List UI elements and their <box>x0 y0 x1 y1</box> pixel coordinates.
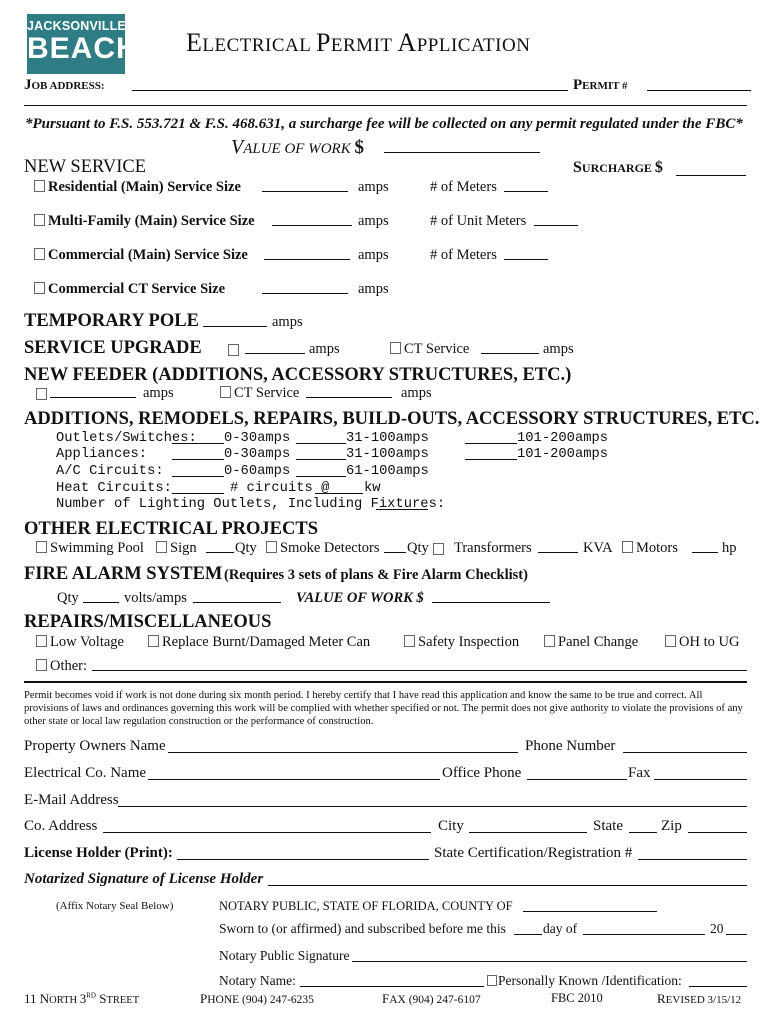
notary-month-field[interactable] <box>583 934 705 935</box>
heat-label: Heat Circuits: <box>56 481 172 496</box>
jacksonville-beach-logo <box>27 14 139 74</box>
repairs-heading: REPAIRS/MISCELLANEOUS <box>24 612 272 632</box>
multifamily-meters-field[interactable] <box>534 225 578 226</box>
service-upgrade-ct-unit: amps <box>543 341 574 357</box>
notary-name-label: Notary Name: <box>219 973 296 988</box>
new-feeder-heading: NEW FEEDER (ADDITIONS, ACCESSORY STRUCTURES, ETC.) <box>24 365 572 385</box>
value-of-work-field[interactable] <box>384 152 540 153</box>
residential-meters-label: # of Meters <box>430 179 497 195</box>
footer-address: 11 NORTH 3RD STREET <box>24 991 140 1006</box>
service-upgrade-ct-field[interactable] <box>481 353 539 354</box>
multifamily-checkbox[interactable] <box>34 214 45 226</box>
temporary-pole-heading: TEMPORARY POLE <box>24 311 199 331</box>
temporary-pole-field[interactable] <box>203 326 267 327</box>
other-field[interactable] <box>92 670 747 671</box>
safety-inspection-checkbox[interactable] <box>404 635 415 647</box>
ac-b: 61-100amps <box>346 464 429 479</box>
permit-number-label: PERMIT # <box>573 77 628 93</box>
appliances-label: Appliances: <box>56 447 148 462</box>
header-divider <box>24 105 747 106</box>
email-field[interactable] <box>118 806 747 807</box>
appliances-a-field[interactable] <box>172 459 224 460</box>
sign-checkbox[interactable] <box>156 541 167 553</box>
kva-unit: KVA <box>583 540 613 556</box>
commercial-ct-unit: amps <box>358 281 389 297</box>
ac-a-field[interactable] <box>172 476 224 477</box>
license-holder-label: License Holder (Print): <box>24 845 173 861</box>
new-feeder-ct-checkbox[interactable] <box>220 386 231 398</box>
notary-signature-field[interactable] <box>352 961 747 962</box>
appliances-a: 0-30amps <box>224 447 291 462</box>
swimming-pool-option: Swimming Pool <box>36 540 144 557</box>
notary-day-of-label: day of <box>543 921 578 936</box>
surcharge-label: SURCHARGE $ <box>573 159 663 176</box>
logo-line1: JACKSONVILLE <box>27 19 126 33</box>
heat-circuits: # circuits @ <box>230 481 330 496</box>
sign-option: Sign <box>156 540 197 557</box>
notary-sworn-label: Sworn to (or affirmed) and subscribed before me this <box>219 921 506 936</box>
other-projects-heading: OTHER ELECTRICAL PROJECTS <box>24 519 319 539</box>
notary-known-checkbox[interactable] <box>487 975 497 986</box>
state-cert-label: State Certification/Registration # <box>434 845 633 861</box>
footer-revised: REVISED 3/15/12 <box>657 991 742 1006</box>
notary-county-label: NOTARY PUBLIC, STATE OF FLORIDA, COUNTY OF <box>219 899 513 913</box>
temporary-pole-unit: amps <box>272 314 303 330</box>
oh-to-ug-checkbox[interactable] <box>665 635 676 647</box>
co-address-field[interactable] <box>103 832 431 833</box>
property-owners-field[interactable] <box>168 752 518 753</box>
notary-county-field[interactable] <box>523 911 657 912</box>
commercial-checkbox[interactable] <box>34 248 45 260</box>
fire-alarm-heading: FIRE ALARM SYSTEM <box>24 564 223 584</box>
outlets-b-field[interactable] <box>296 443 346 444</box>
panel-change-checkbox[interactable] <box>544 635 555 647</box>
phone-number-field[interactable] <box>623 752 747 753</box>
lighting-label: Number of Lighting Outlets, Including Fixtures: <box>56 497 446 512</box>
oh-to-ug-option: OH to UG <box>665 634 739 651</box>
transformers-field[interactable] <box>538 552 578 553</box>
fire-alarm-qty: Qty <box>57 590 79 606</box>
heat-kw: kw <box>364 481 381 496</box>
office-phone-field[interactable] <box>527 779 627 780</box>
hp-unit: hp <box>722 540 737 556</box>
smoke-qty-field[interactable] <box>384 552 406 553</box>
outlets-b: 31-100amps <box>346 431 429 446</box>
fax-label: Fax <box>628 765 651 781</box>
service-upgrade-unit: amps <box>309 341 340 357</box>
residential-unit: amps <box>358 179 389 195</box>
commercial-ct-size-field[interactable] <box>262 293 348 294</box>
multifamily-unit: amps <box>358 213 389 229</box>
lighting-field[interactable] <box>376 509 428 510</box>
notary-year-field[interactable] <box>726 934 747 935</box>
commercial-meters-label: # of Meters <box>430 247 497 263</box>
heat-a-field[interactable] <box>172 493 224 494</box>
appliances-b: 31-100amps <box>346 447 429 462</box>
smoke-detectors-checkbox[interactable] <box>266 541 277 553</box>
service-upgrade-field[interactable] <box>245 353 305 354</box>
city-field[interactable] <box>469 832 587 833</box>
service-upgrade-heading: SERVICE UPGRADE <box>24 338 202 358</box>
phone-number-label: Phone Number <box>525 738 616 754</box>
disclaimer-text: Permit becomes void if work is not done during six month period. I hereby certify that I have read this application and know the same to be true and correct. All provisions of laws and ordinances governing this work will be complied with whether specified or not. The permit does not give authority to violate the provisions of any other state or local law regulation construction or the performance of construction. <box>24 690 743 727</box>
new-feeder-checkbox[interactable] <box>36 388 47 400</box>
state-field[interactable] <box>629 832 657 833</box>
footer-phone: PHONE (904) 247-6235 <box>200 991 314 1006</box>
fire-alarm-value-field[interactable] <box>432 602 550 603</box>
fire-alarm-volts: volts/amps <box>124 590 187 606</box>
property-owners-label: Property Owners Name <box>24 738 166 754</box>
signature-label: Notarized Signature of License Holder <box>24 871 264 887</box>
page-title: ELECTRICAL PERMIT APPLICATION <box>186 28 531 57</box>
smoke-detectors-option: Smoke Detectors <box>266 540 379 557</box>
low-voltage-checkbox[interactable] <box>36 635 47 647</box>
commercial-meters-field[interactable] <box>504 259 548 260</box>
heat-kw-field[interactable] <box>315 493 363 494</box>
service-row-multifamily: Multi-Family (Main) Service Size <box>34 213 255 230</box>
motors-checkbox[interactable] <box>622 541 633 553</box>
service-upgrade-ct: CT Service <box>390 341 469 358</box>
motors-option: Motors <box>622 540 678 557</box>
surcharge-notice: *Pursuant to F.S. 553.721 & F.S. 468.631, a surcharge fee will be collected on any permit regulated under the FBC* <box>25 116 743 132</box>
commercial-ct-checkbox[interactable] <box>34 282 45 294</box>
notary-seal-note: (Affix Notary Seal Below) <box>56 900 174 912</box>
commercial-size-field[interactable] <box>264 259 350 260</box>
outlets-c-field[interactable] <box>465 443 517 444</box>
commercial-unit: amps <box>358 247 389 263</box>
other-option: Other: <box>36 658 87 675</box>
additions-heading: ADDITIONS, REMODELS, REPAIRS, BUILD-OUTS, ACCESSORY STRUCTURES, ETC. <box>24 409 760 429</box>
signature-field[interactable] <box>268 885 747 886</box>
new-feeder-field[interactable] <box>50 397 136 398</box>
ac-label: A/C Circuits: <box>56 464 164 479</box>
multifamily-meters-label: # of Unit Meters <box>430 213 527 229</box>
license-holder-field[interactable] <box>177 859 429 860</box>
motors-field[interactable] <box>692 552 718 553</box>
disclaimer-divider <box>24 681 747 683</box>
residential-meters-field[interactable] <box>504 191 548 192</box>
notary-year-label: 20 <box>710 921 724 936</box>
service-row-commercial: Commercial (Main) Service Size <box>34 247 248 264</box>
transformers-checkbox[interactable] <box>433 543 444 555</box>
notary-day-field[interactable] <box>514 934 542 935</box>
zip-label: Zip <box>661 818 682 834</box>
new-service-heading: NEW SERVICE <box>24 157 147 177</box>
outlets-a-field[interactable] <box>172 443 224 444</box>
job-address-label: JOB ADDRESS: <box>24 77 105 93</box>
service-row-commercial-ct: Commercial CT Service Size <box>34 281 225 298</box>
residential-checkbox[interactable] <box>34 180 45 192</box>
fire-alarm-value-label: VALUE OF WORK $ <box>296 590 424 606</box>
permit-number-field[interactable] <box>647 90 751 91</box>
appliances-c-field[interactable] <box>465 459 517 460</box>
ac-b-field[interactable] <box>296 476 346 477</box>
office-phone-label: Office Phone <box>442 765 522 781</box>
new-feeder-ct: CT Service <box>220 385 299 402</box>
outlets-label: Outlets/Switches: <box>56 431 197 446</box>
transformers-label: Transformers <box>454 540 532 556</box>
new-feeder-ct-field[interactable] <box>306 397 392 398</box>
value-of-work-label: VALUE OF WORK $ <box>231 136 364 158</box>
fax-field[interactable] <box>654 779 747 780</box>
sign-qty-field[interactable] <box>206 552 234 553</box>
fire-alarm-qty-field[interactable] <box>83 602 119 603</box>
zip-field[interactable] <box>688 832 747 833</box>
service-row-residential: Residential (Main) Service Size <box>34 179 241 196</box>
new-feeder-unit: amps <box>143 385 174 401</box>
notary-known-field[interactable] <box>689 986 747 987</box>
other-checkbox[interactable] <box>36 659 47 671</box>
low-voltage-option: Low Voltage <box>36 634 124 651</box>
fire-alarm-note: (Requires 3 sets of plans & Fire Alarm Checklist) <box>224 567 528 583</box>
smoke-qty: Qty <box>407 540 429 556</box>
residential-size-field[interactable] <box>262 191 348 192</box>
logo-line2: BEACH <box>27 32 139 65</box>
outlets-c: 101-200amps <box>517 431 609 446</box>
service-upgrade-checkbox[interactable] <box>228 344 239 356</box>
appliances-b-field[interactable] <box>296 459 346 460</box>
ac-a: 0-60amps <box>224 464 291 479</box>
appliances-c: 101-200amps <box>517 447 609 462</box>
service-upgrade-ct-checkbox[interactable] <box>390 342 401 354</box>
job-address-field[interactable] <box>132 90 568 91</box>
notary-known-option: Personally Known /Identification: <box>487 973 682 989</box>
meter-can-checkbox[interactable] <box>148 635 159 647</box>
electrical-co-field[interactable] <box>148 779 440 780</box>
city-label: City <box>438 818 464 834</box>
email-label: E-Mail Address <box>24 792 119 808</box>
swimming-pool-checkbox[interactable] <box>36 541 47 553</box>
surcharge-field[interactable] <box>676 175 746 176</box>
notary-name-field[interactable] <box>300 986 484 987</box>
footer-fbc: FBC 2010 <box>551 991 603 1005</box>
fire-alarm-volts-field[interactable] <box>193 602 281 603</box>
state-cert-field[interactable] <box>638 859 747 860</box>
sign-qty: Qty <box>235 540 257 556</box>
panel-change-option: Panel Change <box>544 634 638 651</box>
outlets-a: 0-30amps <box>224 431 291 446</box>
new-feeder-ct-unit: amps <box>401 385 432 401</box>
footer-fax: FAX (904) 247-6107 <box>382 991 481 1006</box>
co-address-label: Co. Address <box>24 818 98 834</box>
multifamily-size-field[interactable] <box>272 225 352 226</box>
electrical-co-label: Electrical Co. Name <box>24 765 147 781</box>
state-label: State <box>593 818 623 834</box>
meter-can-option: Replace Burnt/Damaged Meter Can <box>148 634 370 651</box>
notary-signature-label: Notary Public Signature <box>219 948 350 963</box>
safety-inspection-option: Safety Inspection <box>404 634 519 651</box>
